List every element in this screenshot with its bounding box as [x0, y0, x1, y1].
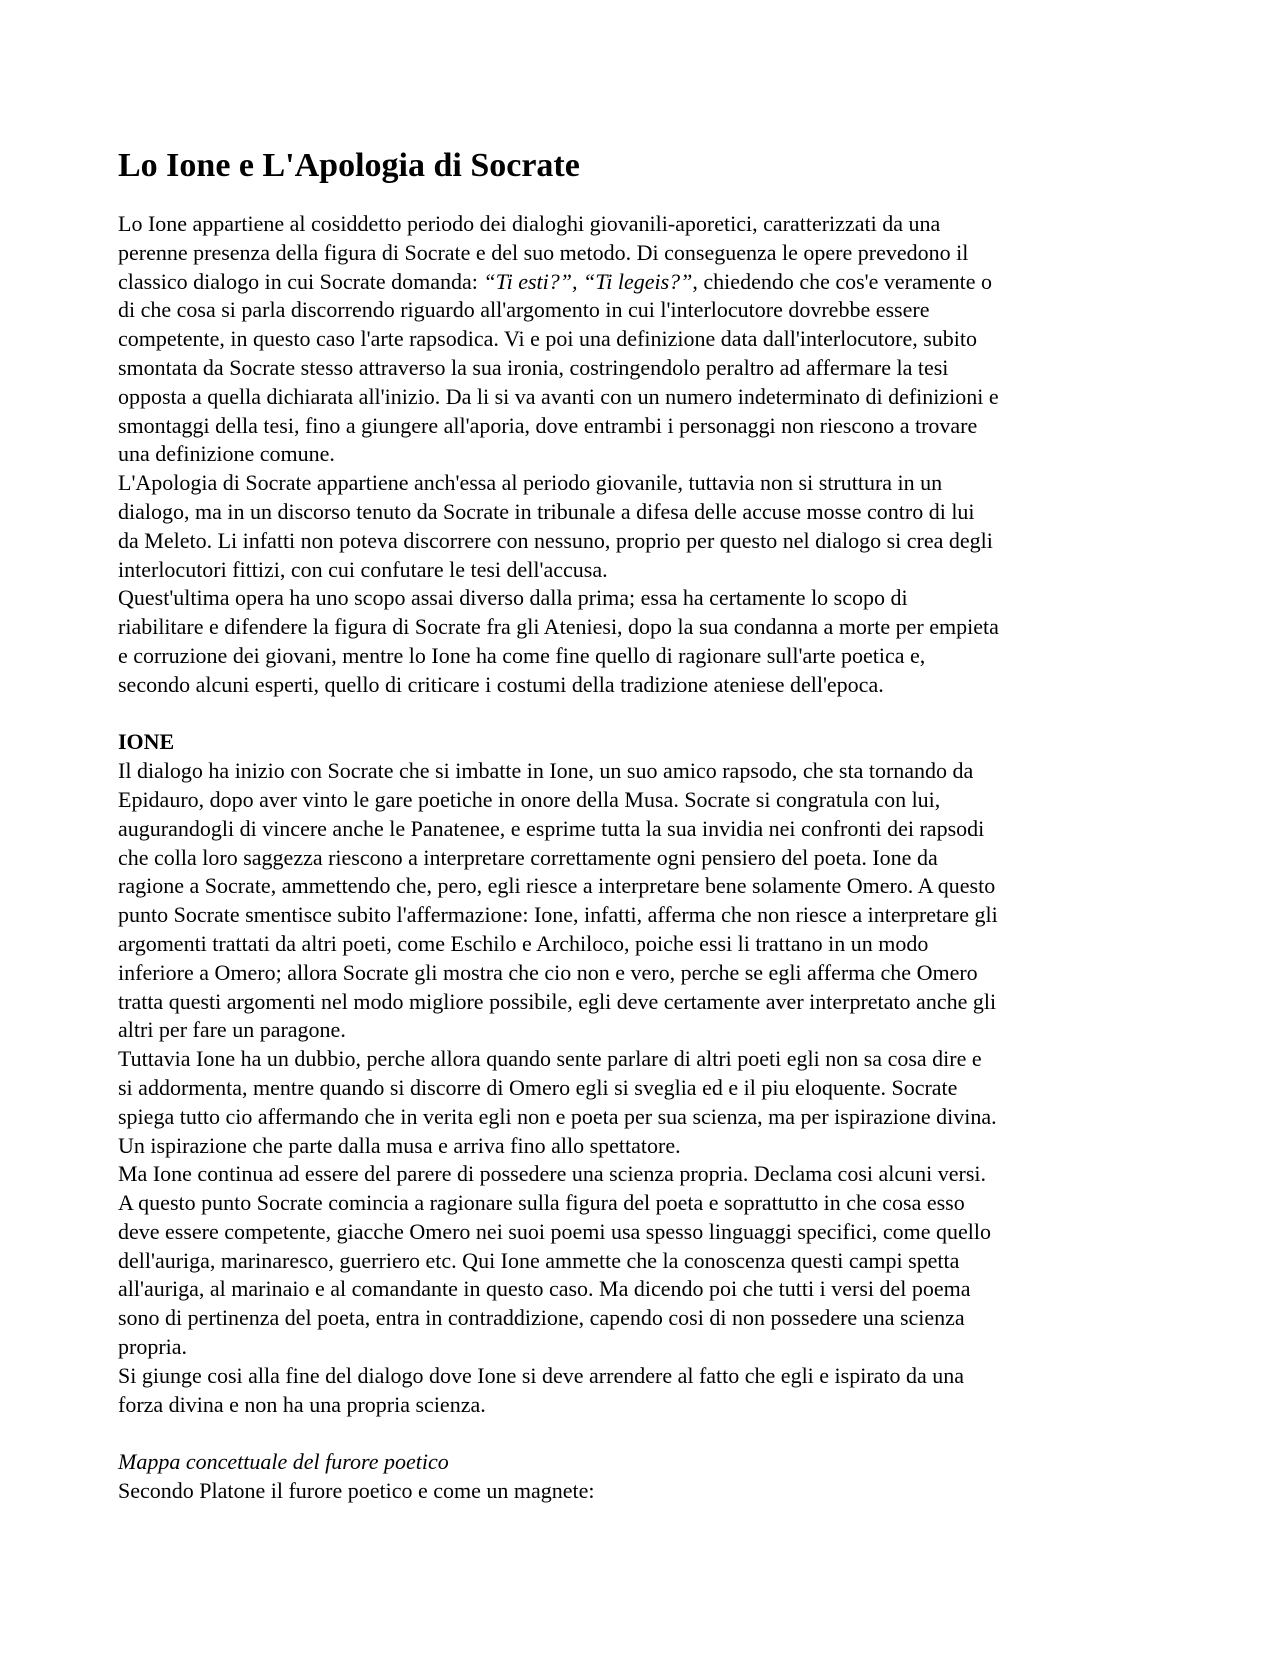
ione-line: inferiore a Omero; allora Socrate gli mostra che cio non e vero, perche se egli afferma che Omero — [118, 959, 978, 985]
ione-line: sono di pertinenza del poeta, entra in contraddizione, capendo cosi di non possedere una scienza — [118, 1305, 965, 1331]
document-title: Lo Ione e L'Apologia di Socrate — [118, 147, 580, 184]
intro-line: e corruzione dei giovani, mentre lo Ione ha come fine quello di ragionare sull'arte poetica e, — [118, 642, 926, 668]
intro-line-text: , chiedendo che cos'e veramente o — [692, 268, 993, 294]
ione-line: dell'auriga, marinaresco, guerriero etc. Qui Ione ammette che la conoscenza questi campi spetta — [118, 1247, 960, 1273]
intro-line: dialogo, ma in un discorso tenuto da Socrate in tribunale a difesa delle accuse mosse contro di lui — [118, 498, 975, 524]
ione-line: Si giunge cosi alla fine del dialogo dove Ione si deve arrendere al fatto che egli e ispirato da una — [118, 1362, 965, 1388]
intro-line: opposta a quella dichiarata all'inizio. Da li si va avanti con un numero indeterminato di definizioni e — [118, 383, 999, 409]
ione-line: deve essere competente, giacche Omero nei suoi poemi usa spesso linguaggi specifici, come quello — [118, 1218, 991, 1244]
ione-line: Ma Ione continua ad essere del parere di possedere una scienza propria. Declama cosi alcuni versi. — [118, 1161, 987, 1187]
ione-line: Tuttavia Ione ha un dubbio, perche allora quando sente parlare di altri poeti egli non sa cosa dire e — [118, 1046, 982, 1072]
intro-line: competente, in questo caso l'arte rapsodica. Vi e poi una definizione data dall'interlocutore, subito — [118, 326, 978, 352]
intro-line: secondo alcuni esperti, quello di criticare i costumi della tradizione ateniese dell'epoca. — [118, 671, 884, 697]
intro-line: smontata da Socrate stesso attraverso la sua ironia, costringendolo peraltro ad affermare la tesi — [118, 354, 949, 380]
ione-section — [118, 728, 1118, 1419]
ione-line: augurandogli di vincere anche le Panatenee, e esprime tutta la sua invidia nei confronti dei rapsodi — [118, 815, 985, 841]
intro-line: di che cosa si parla discorrendo riguardo all'argomento in cui l'interlocutore dovrebbe essere — [118, 297, 930, 323]
socratic-question: “Ti esti?”, “Ti legeis?” — [483, 268, 693, 294]
mappa-heading: Mappa concettuale del furore poetico — [118, 1449, 449, 1475]
paragraph-spacer — [118, 1419, 1118, 1448]
ione-line: argomenti trattati da altri poeti, come Eschilo e Archiloco, poiche essi li trattano in un modo — [118, 930, 929, 956]
ione-line: che colla loro saggezza riescono a interpretare correttamente ogni pensiero del poeta. Ione da — [118, 844, 938, 870]
ione-line: Epidauro, dopo aver vinto le gare poetiche in onore della Musa. Socrate si congratula con lui, — [118, 786, 941, 812]
ione-line: propria. — [118, 1334, 188, 1360]
mappa-section — [118, 1448, 1118, 1506]
ione-line: all'auriga, al marinaio e al comandante in questo caso. Ma dicendo poi che tutti i versi del poema — [118, 1276, 971, 1302]
intro-line: perenne presenza della figura di Socrate e del suo metodo. Di conseguenza le opere prevedono il — [118, 239, 969, 265]
intro-line: una definizione comune. — [118, 441, 335, 467]
intro-line-text: classico dialogo in cui Socrate domanda: — [118, 268, 484, 294]
ione-line: altri per fare un paragone. — [118, 1017, 346, 1043]
ione-heading: IONE — [118, 729, 175, 755]
ione-line: tratta questi argomenti nel modo migliore possibile, egli deve certamente aver interpretato anche gli — [118, 988, 997, 1014]
ione-line: punto Socrate smentisce subito l'affermazione: Ione, infatti, afferma che non riesce a interpretare gli — [118, 902, 998, 928]
ione-line: si addormenta, mentre quando si discorre di Omero egli si sveglia ed e il piu eloquente. Socrate — [118, 1074, 958, 1100]
ione-line: A questo punto Socrate comincia a ragionare sulla figura del poeta e soprattutto in che cosa esso — [118, 1190, 965, 1216]
mappa-line: Secondo Platone il furore poetico e come un magnete: — [118, 1478, 595, 1504]
document-page — [118, 146, 1118, 1506]
intro-line: smontaggi della tesi, fino a giungere all'aporia, dove entrambi i personaggi non riescono a trovare — [118, 412, 978, 438]
intro-line: riabilitare e difendere la figura di Socrate fra gli Ateniesi, dopo la sua condanna a morte per empieta — [118, 614, 999, 640]
intro-line: interlocutori fittizi, con cui confutare le tesi dell'accusa. — [118, 556, 608, 582]
intro-line: Quest'ultima opera ha uno scopo assai diverso dalla prima; essa ha certamente lo scopo di — [118, 585, 908, 611]
intro-line: Lo Ione appartiene al cosiddetto periodo dei dialoghi giovanili-aporetici, caratterizzati da una — [118, 211, 941, 236]
intro-section — [118, 210, 1118, 700]
ione-line: Il dialogo ha inizio con Socrate che si imbatte in Ione, un suo amico rapsodo, che sta tornando da — [118, 758, 974, 784]
intro-line: da Meleto. Li infatti non poteva discorrere con nessuno, proprio per questo nel dialogo si crea degli — [118, 527, 993, 553]
paragraph-spacer — [118, 700, 1118, 729]
intro-line: L'Apologia di Socrate appartiene anch'essa al periodo giovanile, tuttavia non si struttura in un — [118, 470, 943, 496]
ione-line: ragione a Socrate, ammettendo che, pero, egli riesce a interpretare bene solamente Omero. A questo — [118, 873, 996, 899]
ione-line: Un ispirazione che parte dalla musa e arriva fino allo spettatore. — [118, 1132, 681, 1158]
ione-line: spiega tutto cio affermando che in verita egli non e poeta per sua scienza, ma per ispirazione divina. — [118, 1103, 997, 1129]
intro-line — [118, 268, 1118, 297]
ione-line: forza divina e non ha una propria scienza. — [118, 1391, 486, 1417]
